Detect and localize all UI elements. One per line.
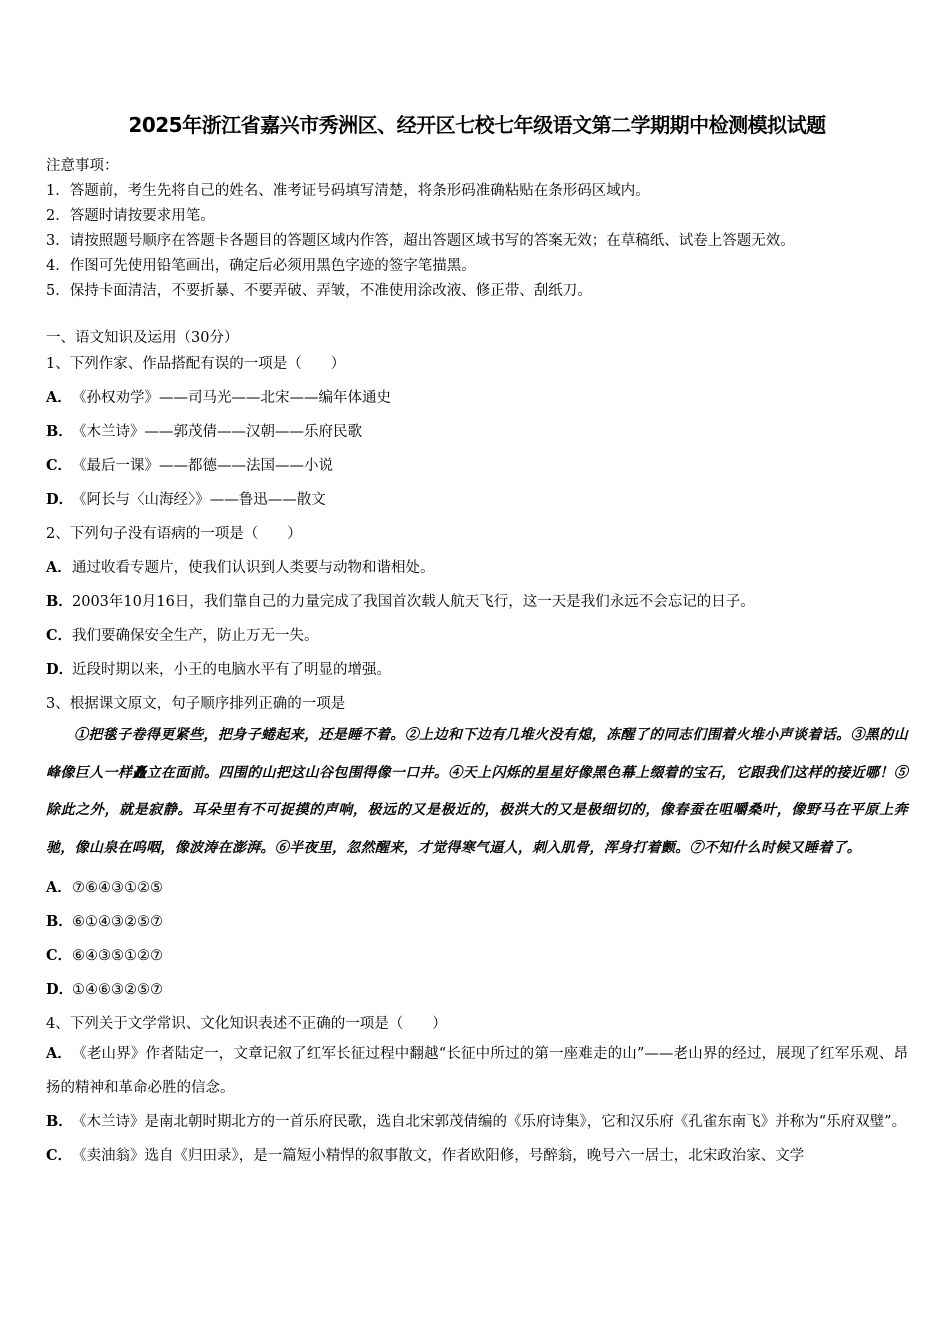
section-title: 一、语文知识及运用（30分） (46, 330, 239, 346)
option-text: 《最后一课》——都德——法国——小说 (72, 458, 333, 474)
notice-block (46, 154, 908, 304)
option-letter: B． (46, 423, 73, 440)
option-letter: A． (46, 389, 72, 406)
option-letter: B． (46, 1113, 73, 1130)
option-letter: D． (46, 491, 74, 508)
question-stem: 3、根据课文原文，句子顺序排列正确的一项是 (46, 696, 346, 712)
option-letter: A． (46, 1045, 72, 1062)
question-1 (46, 351, 908, 513)
option-text: 《孙权劝学》——司马光——北宋——编年体通史 (72, 390, 391, 406)
option-d (46, 657, 908, 683)
option-b (46, 1105, 908, 1139)
option-text: 《卖油翁》选自《归田录》，是一篇短小精悍的叙事散文，作者欧阳修，号醉翁，晚号六一居士，北宋政治家、文学 (72, 1148, 805, 1164)
option-letter: C． (46, 457, 73, 474)
option-d (46, 977, 908, 1003)
option-letter: C． (46, 627, 73, 644)
notice-item: 5．保持卡面清洁，不要折暴、不要弄破、弄皱，不准使用涂改液、修正带、刮纸刀。 (46, 283, 592, 299)
option-a (46, 385, 908, 411)
reading-passage: ①把毯子卷得更紧些，把身子蜷起来，还是睡不着。②上边和下边有几堆火没有熄，冻醒了的同志们围着火堆小声谈着话。③黑的山峰像巨人一样矗立在面前。四围的山把这山谷包围得像一口井。④天上闪烁的星星好像黑色幕上缀着的宝石，它跟我们这样的接近哪！⑤除此之外，就是寂静。耳朵里有不可捉摸的声响，极远的又是极近的，极洪大的又是极细切的，像春蚕在咀嚼桑叶，像野马在平原上奔驰，像山泉在呜咽，像波涛在澎湃。⑥半夜里，忽然醒来，才觉得寒气逼人，刺入肌骨，浑身打着颤。⑦不知什么时候又睡着了。 (46, 727, 908, 856)
option-text: 《阿长与〈山海经〉》——鲁迅——散文 (72, 492, 326, 508)
option-text: ⑥①④③②⑤⑦ (72, 914, 163, 930)
question-4 (46, 1011, 908, 1173)
notice-item: 1．答题前，考生先将自己的姓名、准考证号码填写清楚，将条形码准确粘贴在条形码区域内。 (46, 183, 650, 199)
option-c (46, 1139, 908, 1173)
option-c (46, 623, 908, 649)
option-letter: B． (46, 593, 73, 610)
option-text: 我们要确保安全生产，防止万无一失。 (72, 628, 319, 644)
notice-item: 4．作图可先使用铅笔画出，确定后必须用黑色字迹的签字笔描黑。 (46, 258, 476, 274)
option-text: ⑥④③⑤①②⑦ (72, 948, 163, 964)
option-c (46, 453, 908, 479)
question-stem: 1、下列作家、作品搭配有误的一项是（ ） (46, 356, 346, 372)
question-stem: 2、下列句子没有语病的一项是（ ） (46, 526, 302, 542)
option-letter: D． (46, 981, 74, 998)
option-a (46, 1037, 908, 1105)
option-b (46, 419, 908, 445)
option-text: ①④⑥③②⑤⑦ (72, 982, 163, 998)
option-text: ⑦⑥④③①②⑤ (72, 880, 163, 896)
notice-item: 2．答题时请按要求用笔。 (46, 208, 215, 224)
option-letter: B． (46, 913, 73, 930)
option-letter: D． (46, 661, 74, 678)
question-3 (46, 691, 908, 1003)
option-b (46, 909, 908, 935)
spacer (46, 304, 908, 326)
option-a (46, 555, 908, 581)
notice-item: 3．请按照题号顺序在答题卡各题目的答题区域内作答，超出答题区域书写的答案无效；在草稿纸、试卷上答题无效。 (46, 233, 795, 249)
option-a (46, 875, 908, 901)
question-2 (46, 521, 908, 683)
option-letter: A． (46, 879, 72, 896)
question-stem: 4、下列关于文学常识、文化知识表述不正确的一项是（ ） (46, 1016, 447, 1032)
option-text: 《老山界》作者陆定一，文章记叙了红军长征过程中翻越“长征中所过的第一座难走的山”——老山界的经过，展现了红军乐观、昂扬的精神和革命必胜的信念。 (46, 1046, 908, 1096)
option-c (46, 943, 908, 969)
option-text: 通过收看专题片，使我们认识到人类要与动物和谐相处。 (72, 560, 435, 576)
option-text: 《木兰诗》是南北朝时期北方的一首乐府民歌，选自北宋郭茂倩编的《乐府诗集》，它和汉乐府《孔雀东南飞》并称为“乐府双璧”。 (72, 1114, 907, 1130)
option-letter: A． (46, 559, 72, 576)
option-letter: C． (46, 1147, 73, 1164)
option-letter: C． (46, 947, 73, 964)
option-text: 《木兰诗》——郭茂倩——汉朝——乐府民歌 (72, 424, 362, 440)
option-d (46, 487, 908, 513)
exam-page (46, 110, 908, 1173)
notice-heading: 注意事项： (46, 158, 119, 174)
option-b (46, 589, 908, 615)
page-title: 2025年浙江省嘉兴市秀洲区、经开区七校七年级语文第二学期期中检测模拟试题 (128, 113, 826, 137)
option-text: 近段时期以来，小王的电脑水平有了明显的增强。 (72, 662, 391, 678)
option-text: 2003年10月16日，我们靠自己的力量完成了我国首次载人航天飞行，这一天是我们永远不会忘记的日子。 (72, 594, 755, 610)
